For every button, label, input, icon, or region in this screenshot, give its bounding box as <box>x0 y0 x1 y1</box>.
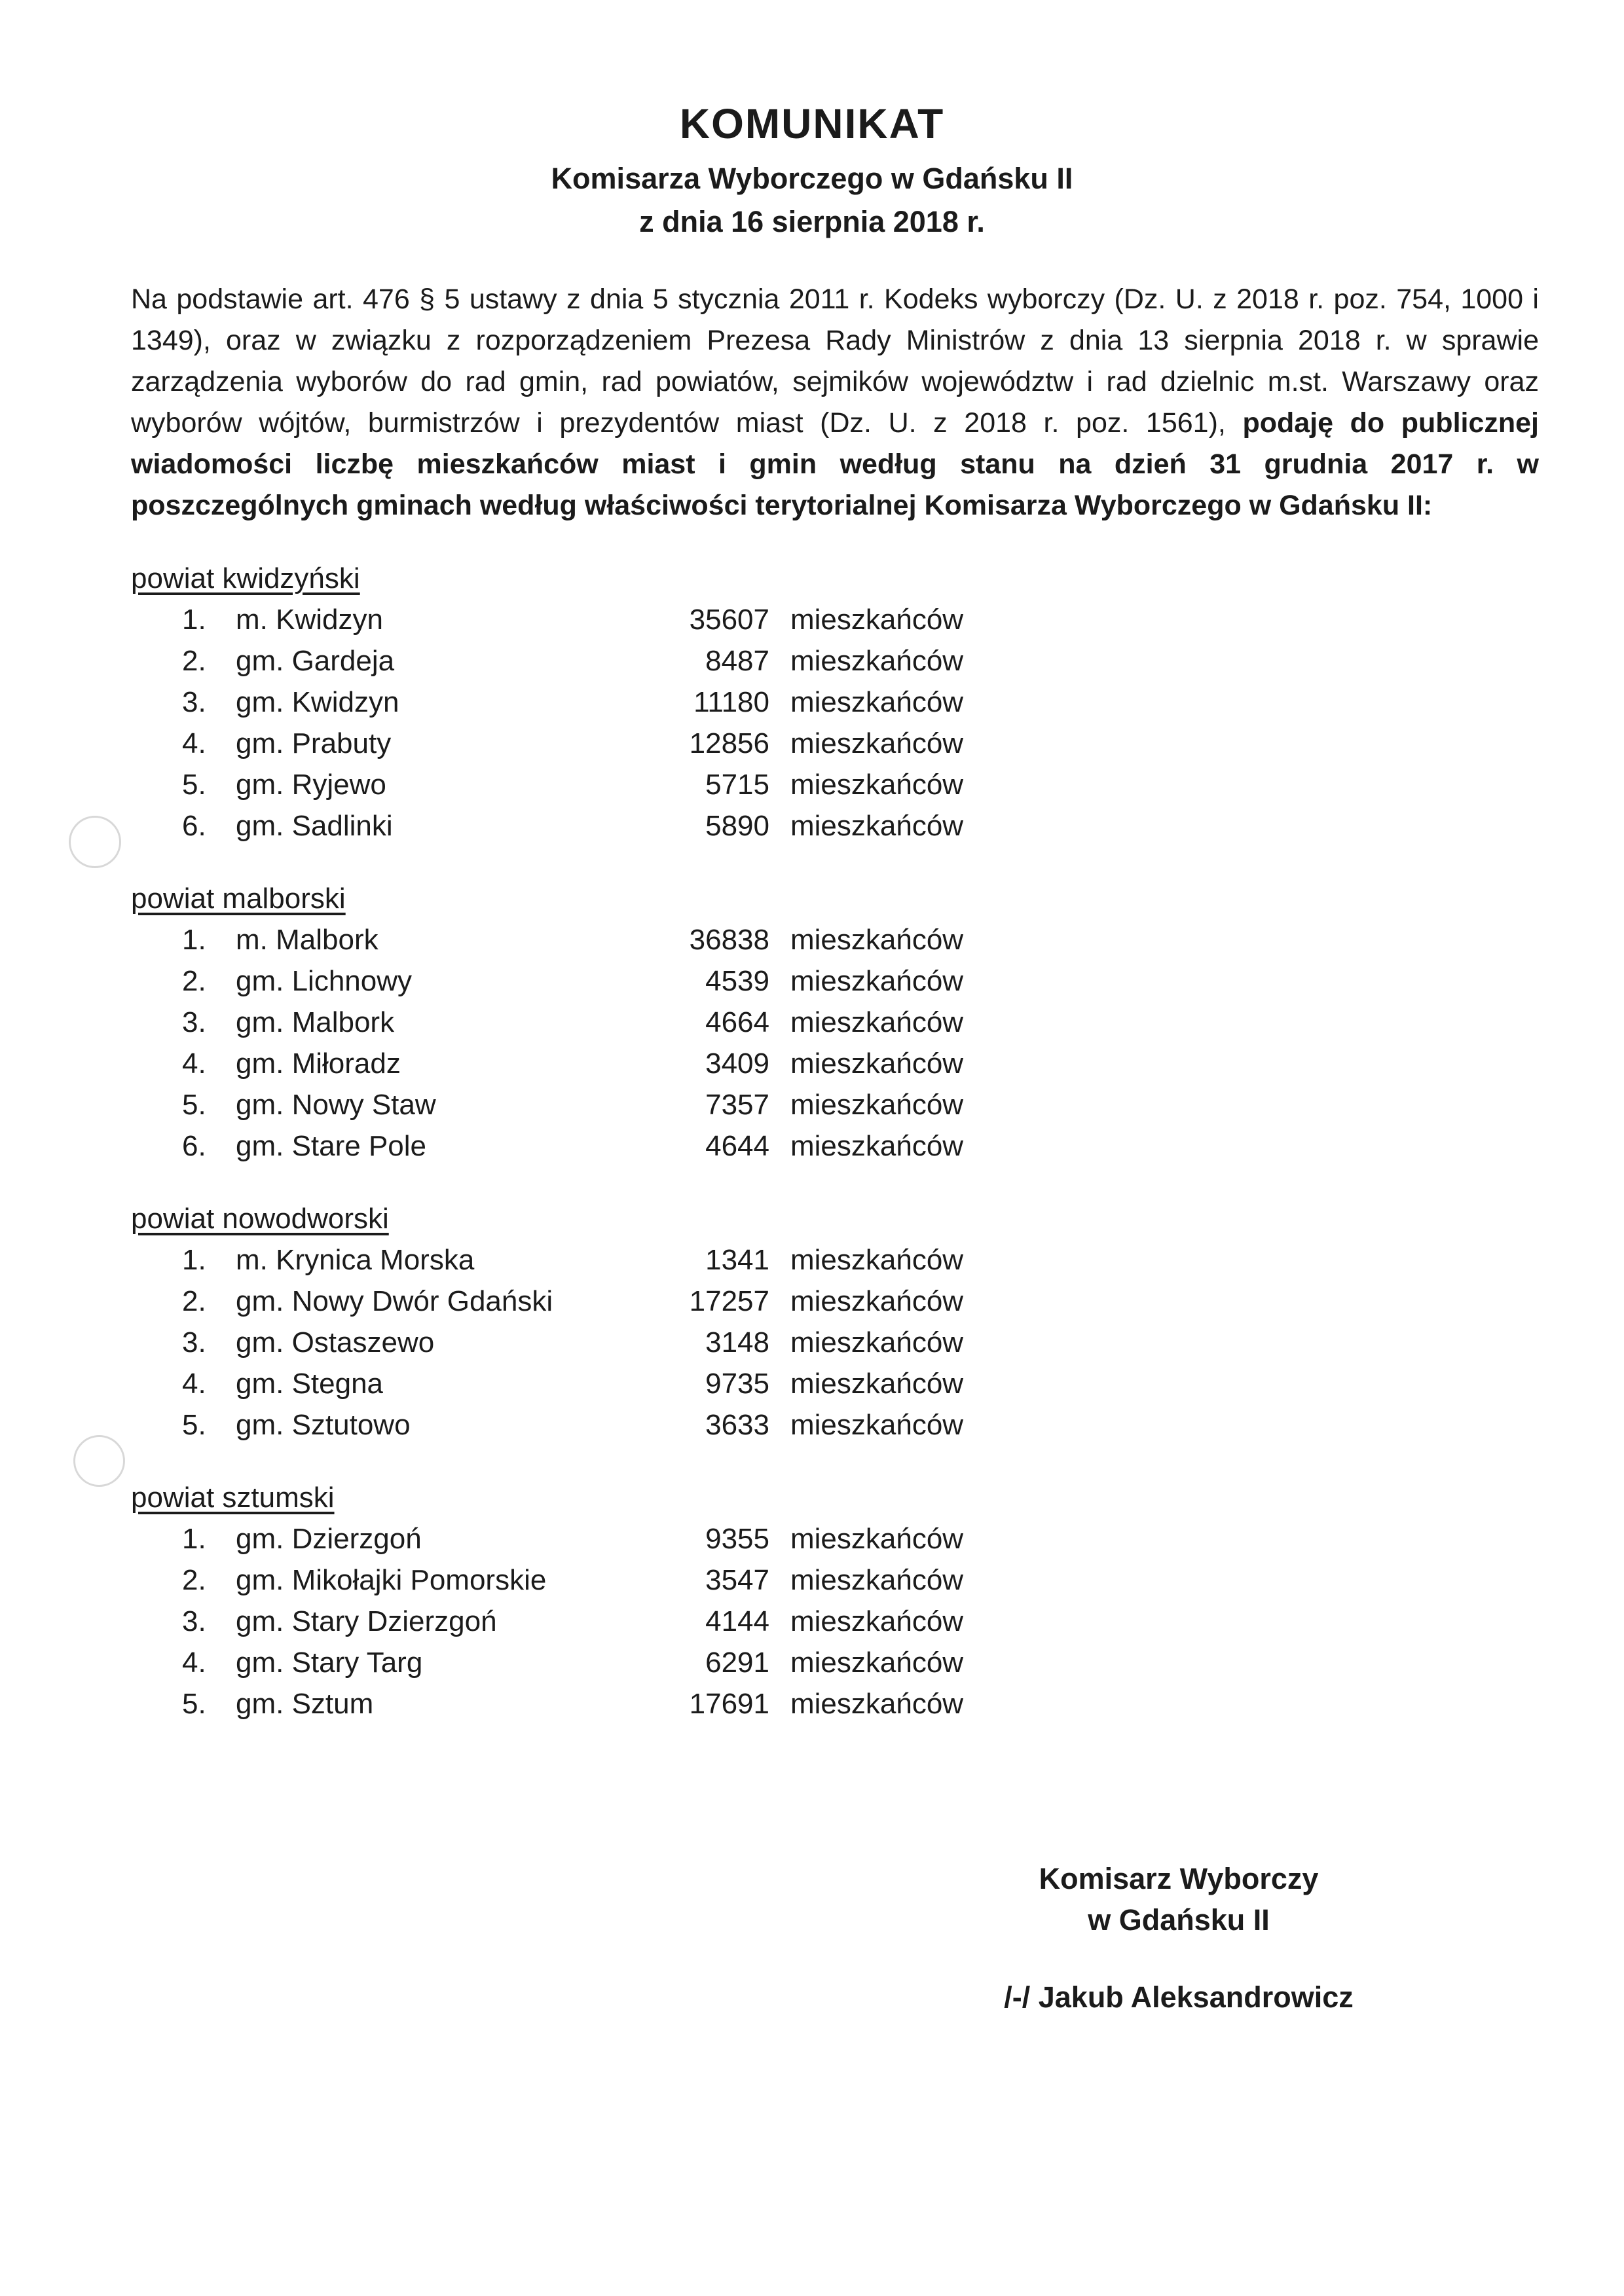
population-unit: mieszkańców <box>790 810 964 842</box>
municipality-name: gm. Sztum <box>236 1688 374 1720</box>
table-row <box>131 1281 1624 1322</box>
municipality-name: m. Kwidzyn <box>236 604 383 636</box>
population-unit: mieszkańców <box>790 1048 964 1080</box>
row-number: 5. <box>182 1688 206 1720</box>
table-row <box>131 1363 1624 1404</box>
population-value: 5890 <box>705 810 769 842</box>
population-unit: mieszkańców <box>790 1006 964 1038</box>
population-unit: mieszkańców <box>790 1368 964 1400</box>
population-value: 4664 <box>705 1006 769 1038</box>
table-row <box>131 805 1624 847</box>
population-unit: mieszkańców <box>790 924 964 956</box>
population-unit: mieszkańców <box>790 1244 964 1276</box>
table-row <box>131 682 1624 723</box>
document-subtitle: Komisarza Wyborczego w Gdańsku II <box>551 162 1073 195</box>
table-row <box>131 1683 1624 1724</box>
population-unit: mieszkańców <box>790 1605 964 1637</box>
section-powiat-malborski <box>131 878 1624 1167</box>
municipality-name: gm. Malbork <box>236 1006 395 1038</box>
population-unit: mieszkańców <box>790 1285 964 1317</box>
row-number: 1. <box>182 1523 206 1555</box>
document-header <box>0 0 1624 242</box>
municipality-name: gm. Ryjewo <box>236 769 386 801</box>
table-row <box>131 1239 1624 1281</box>
municipality-name: gm. Stary Targ <box>236 1647 423 1679</box>
section-header: powiat kwidzyński <box>131 562 360 594</box>
population-value: 1341 <box>705 1244 769 1276</box>
row-number: 2. <box>182 1564 206 1596</box>
row-number: 3. <box>182 1326 206 1358</box>
municipality-name: gm. Stary Dzierzgoń <box>236 1605 497 1637</box>
table-row <box>131 919 1624 960</box>
table-row <box>131 1125 1624 1167</box>
population-value: 4539 <box>705 965 769 997</box>
population-unit: mieszkańców <box>790 727 964 759</box>
municipality-name: gm. Nowy Staw <box>236 1089 436 1121</box>
row-number: 4. <box>182 1048 206 1080</box>
row-number: 1. <box>182 1244 206 1276</box>
row-number: 5. <box>182 769 206 801</box>
municipality-list <box>131 599 1624 847</box>
table-row <box>131 1084 1624 1125</box>
table-row <box>131 1404 1624 1446</box>
population-value: 17257 <box>689 1285 769 1317</box>
municipality-name: gm. Stare Pole <box>236 1130 427 1162</box>
population-unit: mieszkańców <box>790 1130 964 1162</box>
table-row <box>131 723 1624 764</box>
population-unit: mieszkańców <box>790 1688 964 1720</box>
row-number: 6. <box>182 1130 206 1162</box>
row-number: 4. <box>182 1647 206 1679</box>
row-number: 5. <box>182 1409 206 1441</box>
signature-block <box>950 1858 1408 2018</box>
municipality-name: gm. Kwidzyn <box>236 686 399 718</box>
intro-legal-basis-text: Na podstawie art. 476 § 5 ustawy z dnia 5 stycznia 2011 r. Kodeks wyborczy (Dz. U. z 2018 r. poz. 754, 1000 i 1349), oraz w związku z rozporządzeniem Prezesa Rady Ministrów z dnia 13 sierpnia 2018 r. w sprawie zarządzenia wyborów do rad gmin, rad powiatów, sejmików województw i rad dzielnic m.st. Warszawy oraz wyborów wójtów, burmistrzów i prezydentów miast (Dz. U. z 2018 r. poz. 1561), <box>131 283 1539 439</box>
intro-paragraph <box>131 279 1539 526</box>
signature-name: /-/ Jakub Aleksandrowicz <box>1004 1980 1354 2014</box>
section-header: powiat nowodworski <box>131 1203 389 1235</box>
population-unit: mieszkańców <box>790 1089 964 1121</box>
row-number: 2. <box>182 645 206 677</box>
population-value: 6291 <box>705 1647 769 1679</box>
row-number: 1. <box>182 924 206 956</box>
population-value: 3547 <box>705 1564 769 1596</box>
row-number: 5. <box>182 1089 206 1121</box>
population-unit: mieszkańców <box>790 1326 964 1358</box>
population-value: 3633 <box>705 1409 769 1441</box>
population-value: 4144 <box>705 1605 769 1637</box>
table-row <box>131 1642 1624 1683</box>
municipality-list <box>131 1239 1624 1446</box>
signature-role: Komisarz Wyborczy <box>1039 1862 1319 1895</box>
hole-punch-mark-bottom <box>73 1435 125 1487</box>
row-number: 6. <box>182 810 206 842</box>
section-powiat-kwidzynski <box>131 558 1624 847</box>
population-unit: mieszkańców <box>790 686 964 718</box>
row-number: 2. <box>182 1285 206 1317</box>
municipality-list <box>131 919 1624 1167</box>
population-value: 9355 <box>705 1523 769 1555</box>
population-value: 17691 <box>689 1688 769 1720</box>
population-value: 5715 <box>705 769 769 801</box>
municipality-name: gm. Prabuty <box>236 727 392 759</box>
table-row <box>131 764 1624 805</box>
table-row <box>131 640 1624 682</box>
document-date-line: z dnia 16 sierpnia 2018 r. <box>639 205 985 238</box>
municipality-name: gm. Ostaszewo <box>236 1326 435 1358</box>
hole-punch-mark-top <box>69 816 121 868</box>
row-number: 2. <box>182 965 206 997</box>
population-unit: mieszkańców <box>790 1564 964 1596</box>
population-value: 7357 <box>705 1089 769 1121</box>
intro-announcement-text: podaję do publicznej wiadomości liczbę mieszkańców miast i gmin według stanu na dzień 31 grudnia 2017 r. w poszczególnych gminach według właściwości terytorialnej Komisarza Wyborczego w Gdańsku II: <box>131 407 1539 521</box>
municipality-name: gm. Nowy Dwór Gdański <box>236 1285 553 1317</box>
municipality-name: m. Malbork <box>236 924 378 956</box>
section-powiat-sztumski <box>131 1477 1624 1724</box>
population-value: 3409 <box>705 1048 769 1080</box>
population-value: 4644 <box>705 1130 769 1162</box>
table-row <box>131 1043 1624 1084</box>
section-header: powiat malborski <box>131 883 346 915</box>
row-number: 4. <box>182 1368 206 1400</box>
table-row <box>131 1559 1624 1601</box>
municipality-name: m. Krynica Morska <box>236 1244 475 1276</box>
signature-location: w Gdańsku II <box>1088 1903 1270 1937</box>
population-unit: mieszkańców <box>790 965 964 997</box>
population-value: 3148 <box>705 1326 769 1358</box>
table-row <box>131 1322 1624 1363</box>
section-header: powiat sztumski <box>131 1482 335 1514</box>
table-row <box>131 1002 1624 1043</box>
municipality-name: gm. Lichnowy <box>236 965 413 997</box>
section-powiat-nowodworski <box>131 1198 1624 1446</box>
municipality-list <box>131 1518 1624 1724</box>
municipality-name: gm. Stegna <box>236 1368 384 1400</box>
population-unit: mieszkańców <box>790 604 964 636</box>
municipality-name: gm. Dzierzgoń <box>236 1523 422 1555</box>
population-value: 35607 <box>689 604 769 636</box>
population-unit: mieszkańców <box>790 769 964 801</box>
population-value: 8487 <box>705 645 769 677</box>
table-row <box>131 1601 1624 1642</box>
population-unit: mieszkańców <box>790 1523 964 1555</box>
row-number: 4. <box>182 727 206 759</box>
population-unit: mieszkańców <box>790 645 964 677</box>
population-value: 12856 <box>689 727 769 759</box>
population-unit: mieszkańców <box>790 1647 964 1679</box>
population-value: 9735 <box>705 1368 769 1400</box>
document-title: KOMUNIKAT <box>679 100 945 147</box>
population-value: 11180 <box>693 686 769 718</box>
population-value: 36838 <box>689 924 769 956</box>
table-row <box>131 599 1624 640</box>
municipality-name: gm. Sadlinki <box>236 810 393 842</box>
municipality-name: gm. Miłoradz <box>236 1048 401 1080</box>
table-row <box>131 1518 1624 1559</box>
table-row <box>131 960 1624 1002</box>
municipality-name: gm. Gardeja <box>236 645 395 677</box>
row-number: 3. <box>182 1006 206 1038</box>
row-number: 3. <box>182 686 206 718</box>
row-number: 1. <box>182 604 206 636</box>
municipality-name: gm. Sztutowo <box>236 1409 411 1441</box>
municipality-name: gm. Mikołajki Pomorskie <box>236 1564 547 1596</box>
population-unit: mieszkańców <box>790 1409 964 1441</box>
row-number: 3. <box>182 1605 206 1637</box>
